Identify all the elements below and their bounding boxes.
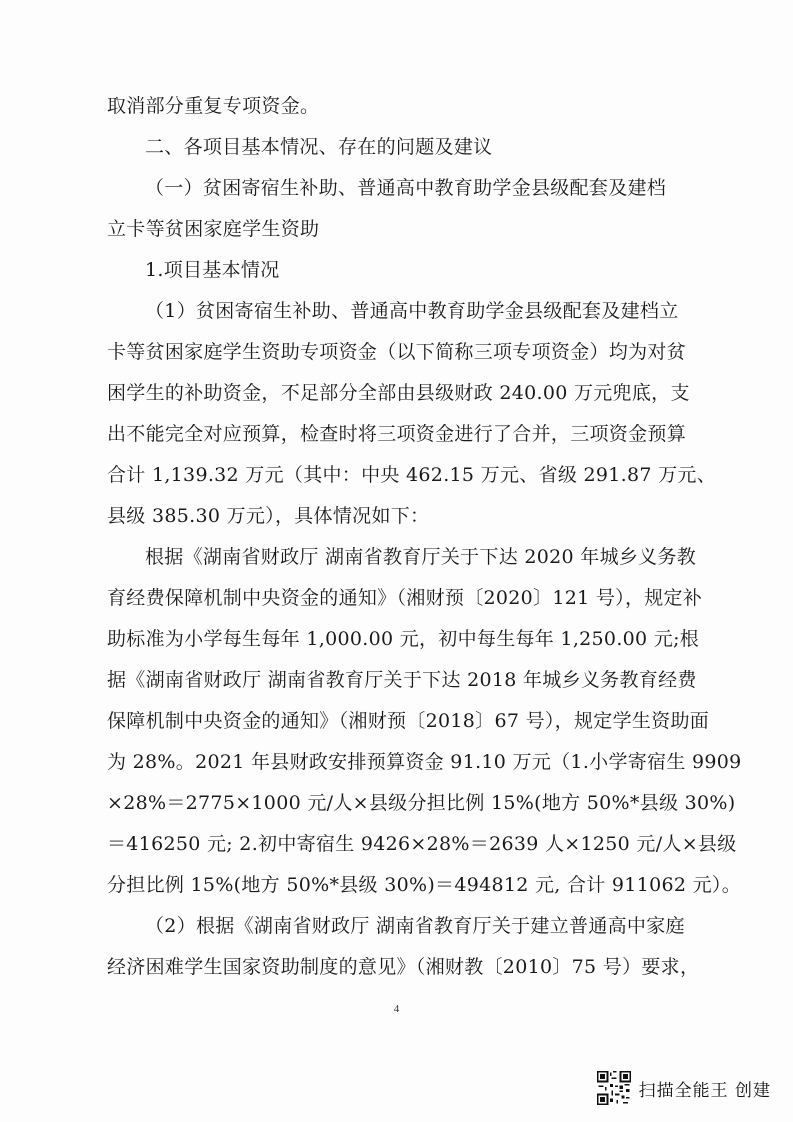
body-text xyxy=(107,86,742,988)
text-line-18: ×28%＝2775×1000 元/人×县级分担比例 15%(地方 50%*县级 30%) xyxy=(107,792,736,814)
section-heading: 二、各项目基本情况、存在的问题及建议 xyxy=(145,136,493,158)
text-line-11: 县级 385.30 万元），具体情况如下： xyxy=(107,505,430,527)
text-line-17: 为 28%。2021 年县财政安排预算资金 91.10 万元（1.小学寄宿生 9909 xyxy=(107,751,742,773)
text-line-6: （1）贫困寄宿生补助、普通高中教育助学金县级配套及建档立 xyxy=(145,300,679,322)
text-line-9: 出不能完全对应预算，检查时将三项资金进行了合并，三项资金预算 xyxy=(107,423,687,445)
text-line-8: 困学生的补助资金，不足部分全部由县级财政 240.00 万元兜底，支 xyxy=(107,382,690,404)
scanner-watermark-text: 扫描全能王 创建 xyxy=(638,1080,771,1101)
text-line-22: 经济困难学生国家资助制度的意见》（湘财教〔2010〕75 号）要求， xyxy=(107,956,700,978)
qr-code-icon xyxy=(597,1071,631,1105)
subsection-heading-line-2: 立卡等贫困家庭学生资助 xyxy=(107,218,320,240)
subsection-heading-line-1: （一）贫困寄宿生补助、普通高中教育助学金县级配套及建档 xyxy=(145,177,667,199)
text-line-12: 根据《湖南省财政厅 湖南省教育厅关于下达 2020 年城乡义务教 xyxy=(145,546,697,568)
item-heading: 1.项目基本情况 xyxy=(145,259,280,281)
text-line-16: 保障机制中央资金的通知》（湘财预〔2018〕67 号），规定学生资助面 xyxy=(107,710,710,732)
text-line-21: （2）根据《湖南省财政厅 湖南省教育厅关于建立普通高中家庭 xyxy=(145,915,685,937)
text-line-1: 取消部分重复专项资金。 xyxy=(107,95,320,117)
text-line-14: 助标准为小学每生每年 1,000.00 元，初中每生每年 1,250.00 元;根 xyxy=(107,628,700,650)
text-line-13: 育经费保障机制中央资金的通知》（湘财预〔2020〕121 号），规定补 xyxy=(107,587,703,609)
scanner-watermark xyxy=(597,1070,771,1106)
text-line-19: ＝416250 元; 2.初中寄宿生 9426×28%＝2639 人×1250 元/人×县级 xyxy=(107,833,737,855)
text-line-20: 分担比例 15%(地方 50%*县级 30%)＝494812 元, 合计 911062 元）。 xyxy=(107,874,741,896)
text-line-7: 卡等贫困家庭学生资助专项资金（以下简称三项专项资金）均为对贫 xyxy=(107,341,687,363)
page-number: 4 xyxy=(393,1003,400,1015)
text-line-15: 据《湖南省财政厅 湖南省教育厅关于下达 2018 年城乡义务教育经费 xyxy=(107,669,697,691)
text-line-10: 合计 1,139.32 万元（其中：中央 462.15 万元、省级 291.87 万元、 xyxy=(107,464,717,486)
